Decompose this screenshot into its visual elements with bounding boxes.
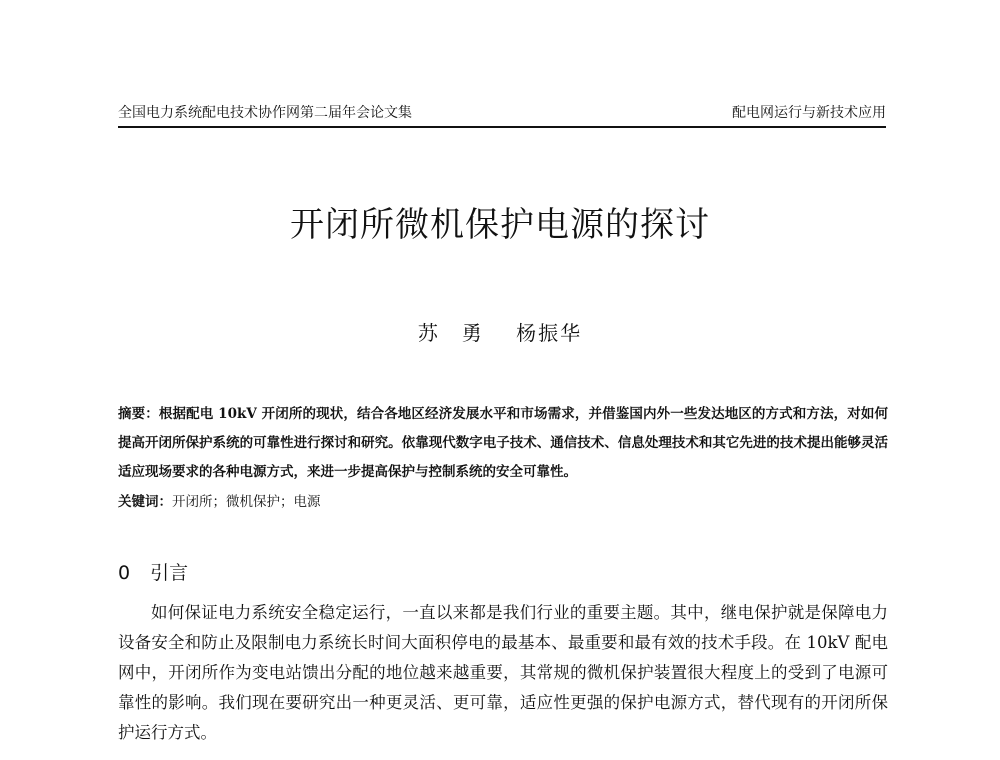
author-name: 杨振华	[516, 321, 583, 345]
keywords-text: 开闭所；微机保护；电源	[172, 494, 321, 510]
header-proceedings-title: 全国电力系统配电技术协作网第二届年会论文集	[118, 105, 412, 121]
section-title: 引言	[150, 562, 189, 584]
author-name: 苏 勇	[417, 321, 484, 345]
keywords	[118, 490, 888, 514]
abstract-text: 根据配电 10kV 开闭所的现状，结合各地区经济发展水平和市场需求，并借鉴国内外一些发达地区的方式和方法，对如何提高开闭所保护系统的可靠性进行探讨和研究。依靠现代数字电子技术、通信技术、信息处理技术和其它先进的技术提出能够灵活适应现场要求的各种电源方式，来进一步提高保护与控制系统的安全可靠性。	[118, 406, 889, 480]
body-paragraph: 如何保证电力系统安全稳定运行，一直以来都是我们行业的重要主题。其中，继电保护就是保障电力设备安全和防止及限制电力系统长时间大面积停电的最基本、最重要和最有效的技术手段。在 10kV 配电网中，开闭所作为变电站馈出分配的地位越来越重要，其常规的微机保护装置很大程度上的受到了电源可靠性的影响。我们现在要研究出一种更灵活、更可靠，适应性更强的保护电源方式，替代现有的开闭所保护运行方式。	[118, 603, 888, 742]
author-list	[0, 320, 1000, 346]
section-number: 0	[118, 562, 131, 584]
abstract-label: 摘要：	[118, 406, 159, 422]
paper-title: 开闭所微机保护电源的探讨	[290, 205, 710, 245]
section-heading	[118, 560, 188, 586]
header-section-title: 配电网运行与新技术应用	[732, 105, 886, 121]
running-header	[118, 104, 886, 128]
abstract	[118, 400, 888, 487]
keywords-label: 关键词：	[118, 494, 172, 510]
